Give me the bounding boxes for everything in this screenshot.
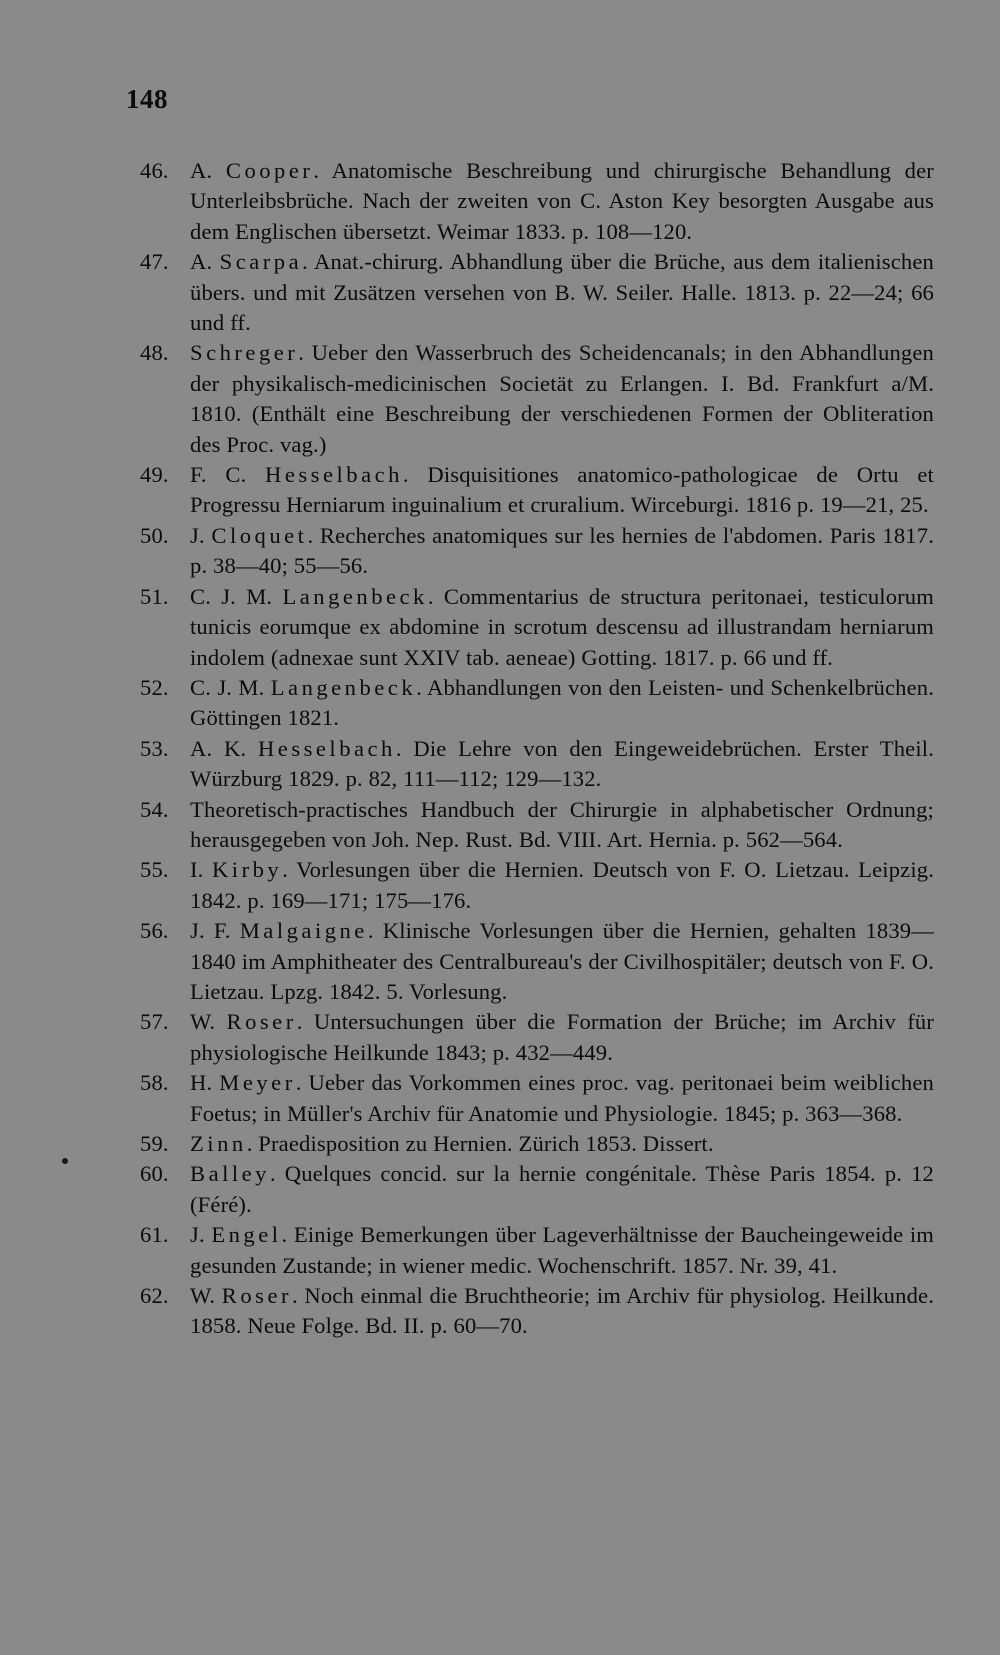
entry-author: Zinn (190, 1131, 247, 1156)
entry-number: 46. (140, 158, 169, 183)
scan-speck (62, 1158, 68, 1164)
entry-prefix: A. K. (190, 735, 258, 761)
entry-text: . Die Lehre von den Eingeweidebrüchen. Erster Theil. Würzburg 1829. p. 82, 111—112; 129—132. (190, 735, 934, 792)
entry-author: Langenbeck (270, 674, 417, 700)
entry-prefix: A. (190, 249, 220, 275)
entry-text: . Ueber den Wasserbruch des Scheidencanals; in den Abhandlungen der physikalisch-medicinischen Societät zu Erlangen. I. Bd. Frankfurt a/M. 1810. (Enthält eine Beschreibung der verschiedenen Formen der Obliteration des Proc. vag.) (190, 340, 934, 457)
entry-author: Kirby (211, 857, 283, 883)
list-item (140, 795, 934, 856)
entry-number: 60. (140, 1161, 169, 1187)
entry-content (190, 1068, 934, 1129)
entry-content (190, 247, 934, 338)
entry-prefix: J. F. (190, 918, 240, 944)
entry-number: 62. (140, 1283, 169, 1309)
entry-content (190, 734, 934, 795)
entry-author: Engel (211, 1222, 282, 1248)
entry-number: 50. (140, 522, 169, 548)
entry-text: . Anatomische Beschreibung und chirurgische Behandlung der Unterleibsbrüche. Nach der zweiten von C. Aston Key besorgten Ausgabe aus dem Englischen übersetzt. Weimar 1833. p. 108—120. (190, 158, 934, 244)
entry-content (190, 1220, 934, 1281)
entry-text: . Recherches anatomiques sur les hernies de l'abdomen. Paris 1817. p. 38—40; 55—56. (190, 522, 934, 579)
entry-author: Hesselbach (265, 462, 403, 488)
entry-content (190, 460, 934, 521)
entry-number: 48. (140, 340, 169, 366)
entry-text: . Commentarius de structura peritonaei, testiculorum tunicis eorumque ex abdomine in scrotum descensu ad illustrandam herniarum indolem (adnexae sunt XXIV tab. aeneae) Gotting. 1817. p. 66 und ff. (190, 583, 934, 670)
entry-prefix: J. (190, 522, 212, 548)
entry-content (190, 1129, 934, 1159)
entry-prefix: C. J. M. (190, 583, 283, 609)
list-item (140, 1281, 934, 1342)
entry-prefix: W. (190, 1283, 222, 1309)
entry-number: 57. (140, 1009, 169, 1035)
entry-text: . Abhandlungen von den Leisten- und Schenkelbrüchen. Göttingen 1821. (190, 674, 934, 731)
list-item (140, 460, 934, 521)
entry-prefix: A. (190, 158, 226, 183)
entry-text: Theoretisch-practisches Handbuch der Chirurgie in alphabetischer Ordnung; herausgegeben von Joh. Nep. Rust. Bd. VIII. Art. Hernia. p. 562—564. (190, 796, 934, 852)
page-number: 148 (126, 84, 168, 114)
entry-text: . Ueber das Vorkommen eines proc. vag. peritonaei beim weiblichen Foetus; in Müller's Archiv für Anatomie und Physiologie. 1845; p. 363—368. (190, 1070, 934, 1126)
entry-author: Malgaigne (239, 918, 368, 944)
list-item (140, 247, 934, 338)
entry-author: Roser (221, 1283, 292, 1309)
entry-prefix: F. C. (190, 462, 266, 488)
entry-content (190, 521, 934, 582)
bibliography-list (140, 156, 934, 1342)
list-item (140, 582, 934, 673)
entry-content (190, 156, 934, 247)
entry-prefix: I. (190, 857, 212, 883)
entry-number: 47. (140, 249, 169, 275)
entry-number: 51. (140, 583, 169, 609)
entry-content (190, 1281, 934, 1342)
list-item (140, 1159, 934, 1220)
list-item (140, 1129, 934, 1159)
entry-prefix: W. (190, 1009, 227, 1035)
list-item (140, 156, 934, 247)
entry-content (190, 1159, 934, 1220)
entry-author: Scarpa (219, 249, 303, 275)
entry-text: . Einige Bemerkungen über Lageverhältnisse der Baucheingeweide im gesunden Zustande; in wiener medic. Wochenschrift. 1857. Nr. 39, 41. (190, 1222, 934, 1278)
entry-number: 53. (140, 735, 169, 761)
list-item (140, 1220, 934, 1281)
entry-prefix: H. (190, 1070, 220, 1096)
entry-author: Langenbeck (282, 583, 428, 609)
entry-prefix: J. (190, 1222, 212, 1248)
entry-content (190, 338, 934, 460)
list-item (140, 916, 934, 1007)
entry-text: . Disquisitiones anatomico-pathologicae de Ortu et Progressu Herniarum inguinalium et cruralium. Wirceburgi. 1816 p. 19—21, 25. (190, 462, 934, 518)
entry-author: Cloquet (211, 522, 308, 548)
entry-text: . Klinische Vorlesungen über die Hernien, gehalten 1839—1840 im Amphitheater des Centralbureau's der Civilhospitäler; deutsch von F. O. Lietzau. Lpzg. 1842. 5. Vorlesung. (190, 918, 934, 1004)
list-item (140, 521, 934, 582)
entry-content (190, 795, 934, 856)
entry-number: 56. (140, 918, 169, 944)
entry-text: . Vorlesungen über die Hernien. Deutsch von F. O. Lietzau. Leipzig. 1842. p. 169—171; 175—176. (190, 857, 935, 913)
entry-number: 59. (140, 1131, 169, 1156)
entry-number: 52. (140, 674, 169, 700)
entry-author: Schreger (190, 340, 299, 366)
entry-prefix: C. J. M. (190, 674, 271, 700)
entry-text: . Anat.-chirurg. Abhandlung über die Brüche, aus dem italienischen übers. und mit Zusätzen versehen von B. W. Seiler. Halle. 1813. p. 22—24; 66 und ff. (190, 249, 934, 336)
entry-text: . Untersuchungen über die Formation der Brüche; im Archiv für physiologische Heilkunde 1843; p. 432—449. (190, 1009, 934, 1065)
list-item (140, 338, 934, 460)
entry-text: . Praedisposition zu Hernien. Zürich 1853. Dissert. (246, 1131, 714, 1156)
list-item (140, 1068, 934, 1129)
list-item (140, 855, 934, 916)
list-item (140, 1007, 934, 1068)
entry-number: 49. (140, 462, 169, 488)
entry-author: Roser (226, 1009, 297, 1035)
entry-content (190, 916, 934, 1007)
entry-text: . Noch einmal die Bruchtheorie; im Archiv für physiolog. Heilkunde. 1858. Neue Folge. Bd. II. p. 60—70. (190, 1283, 934, 1339)
entry-author: Balley (190, 1161, 270, 1187)
entry-number: 61. (140, 1222, 169, 1248)
list-item (140, 734, 934, 795)
entry-number: 58. (140, 1070, 169, 1096)
entry-author: Meyer (219, 1070, 296, 1096)
entry-number: 54. (140, 796, 169, 822)
entry-content (190, 1007, 934, 1068)
entry-number: 55. (140, 857, 169, 883)
entry-content (190, 673, 934, 734)
entry-content (190, 582, 934, 673)
list-item (140, 673, 934, 734)
entry-text: . Quelques concid. sur la hernie congénitale. Thèse Paris 1854. p. 12 (Féré). (190, 1161, 934, 1217)
entry-author: Cooper (225, 158, 314, 183)
entry-content (190, 855, 934, 916)
entry-author: Hesselbach (257, 735, 396, 761)
